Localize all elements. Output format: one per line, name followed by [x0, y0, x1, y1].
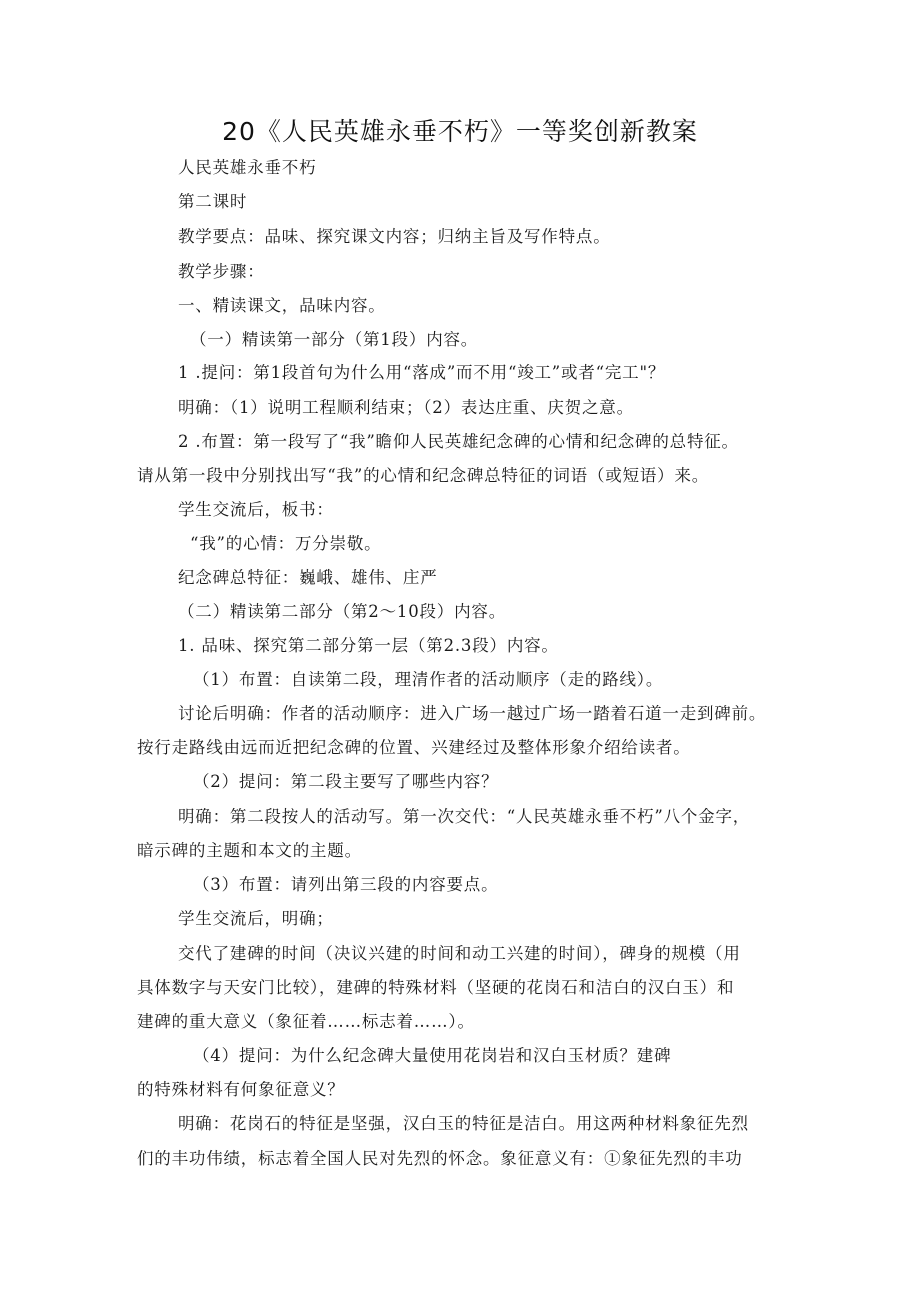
text-line: （1）布置：自读第二段，理清作者的活动顺序（走的路线）。: [193, 670, 664, 689]
text-line: （4）提问：为什么纪念碑大量使用花岗岩和汉白玉材质？建碑: [193, 1046, 672, 1065]
text-line: 具体数字与天安门比较），建碑的特殊材料（坚硬的花岗石和洁白的汉白玉）和: [137, 978, 735, 997]
text-line: 2 .布置：第一段写了“我”瞻仰人民英雄纪念碑的心情和纪念碑的总特征。: [178, 432, 739, 451]
text-line: 第二课时: [178, 192, 248, 211]
text-line: 教学步骤：: [178, 262, 265, 281]
text-line: 的特殊材料有何象征意义？: [137, 1080, 345, 1099]
text-line: （一）精读第一部分（第1段）内容。: [190, 330, 479, 349]
text-line: 明确：第二段按人的活动写。第一次交代：“人民英雄永垂不朽”八个金字，: [178, 807, 751, 826]
text-line: 请从第一段中分别找出写“我”的心情和纪念碑总特征的词语（或短语）来。: [137, 466, 710, 485]
text-line: 讨论后明确：作者的活动顺序：进入广场一越过广场一踏着石道一走到碑前。: [178, 704, 767, 723]
text-line: 们的丰功伟绩，标志着全国人民对先烈的怀念。象征意义有：①象征先烈的丰功: [137, 1149, 743, 1168]
text-line: 交代了建碑的时间（决议兴建的时间和动工兴建的时间），碑身的规模（用: [178, 944, 741, 963]
text-line: 按行走路线由远而近把纪念碑的位置、兴建经过及整体形象介绍给读者。: [137, 738, 691, 757]
text-line: 明确：（1）说明工程顺利结束；（2）表达庄重、庆贺之意。: [178, 398, 634, 417]
text-line: 教学要点：品味、探究课文内容；归纳主旨及写作特点。: [178, 227, 611, 246]
text-line: 学生交流后，明确；: [178, 909, 334, 928]
text-line: （二）精读第二部分（第2～10段）内容。: [178, 602, 506, 621]
document-title: 20《人民英雄永垂不朽》一等奖创新教案: [222, 117, 698, 146]
text-line: “我”的心情：万分崇敬。: [190, 534, 382, 553]
text-line: 建碑的重大意义（象征着……标志着……）。: [137, 1012, 475, 1031]
text-line: 暗示碑的主题和本文的主题。: [137, 841, 362, 860]
text-line: （2）提问：第二段主要写了哪些内容？: [193, 772, 499, 791]
text-line: 1 .提问：第1段首句为什么用“落成”而不用“竣工”或者“完工"？: [178, 363, 666, 382]
text-line: 1. 品味、探究第二部分第一层（第2.3段）内容。: [178, 636, 559, 655]
text-line: （3）布置：请列出第三段的内容要点。: [193, 875, 499, 894]
text-line: 明确：花岗石的特征是坚强，汉白玉的特征是洁白。用这两种材料象征先烈: [178, 1114, 749, 1133]
text-line: 纪念碑总特征：巍峨、雄伟、庄严: [178, 568, 438, 587]
text-line: 一、精读课文，品味内容。: [178, 296, 386, 315]
text-line: 学生交流后，板书：: [178, 500, 334, 519]
text-line: 人民英雄永垂不朽: [178, 158, 317, 177]
